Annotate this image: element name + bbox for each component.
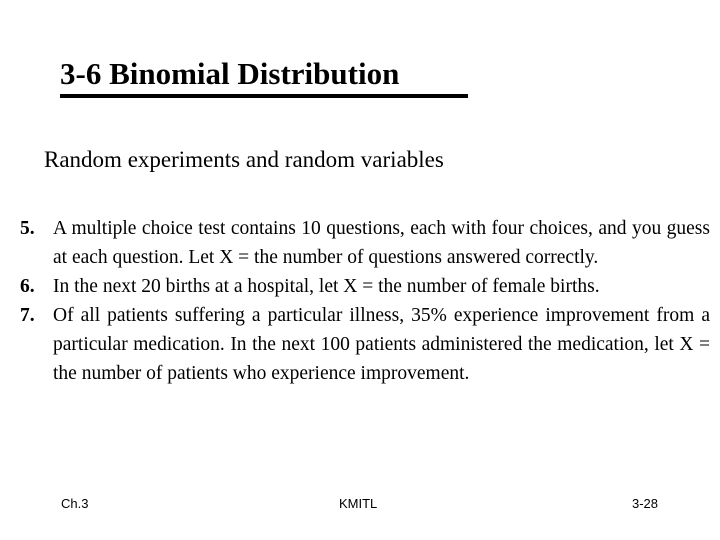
footer-chapter: Ch.3 (61, 496, 89, 511)
item-list (20, 214, 710, 388)
item-number: 5. (20, 218, 35, 239)
item-number: 6. (20, 276, 35, 297)
slide-subtitle: Random experiments and random variables (44, 147, 444, 172)
list-item (20, 272, 710, 301)
title-underline (60, 94, 468, 98)
footer-institution: KMITL (339, 496, 378, 511)
list-item (20, 214, 710, 272)
item-number: 7. (20, 305, 35, 326)
item-text: A multiple choice test contains 10 questions, each with four choices, and you guess at each question. Let X = the number of questions answered correctly. (53, 218, 710, 268)
item-text: Of all patients suffering a particular illness, 35% experience improvement from a particular medication. In the next 100 patients administered the medication, let X = the number of patients who experience improvement. (53, 305, 710, 384)
slide-title: 3-6 Binomial Distribution (60, 56, 400, 91)
list-item (20, 301, 710, 388)
item-text: In the next 20 births at a hospital, let X = the number of female births. (53, 276, 600, 297)
footer-page-number: 3-28 (632, 496, 659, 511)
